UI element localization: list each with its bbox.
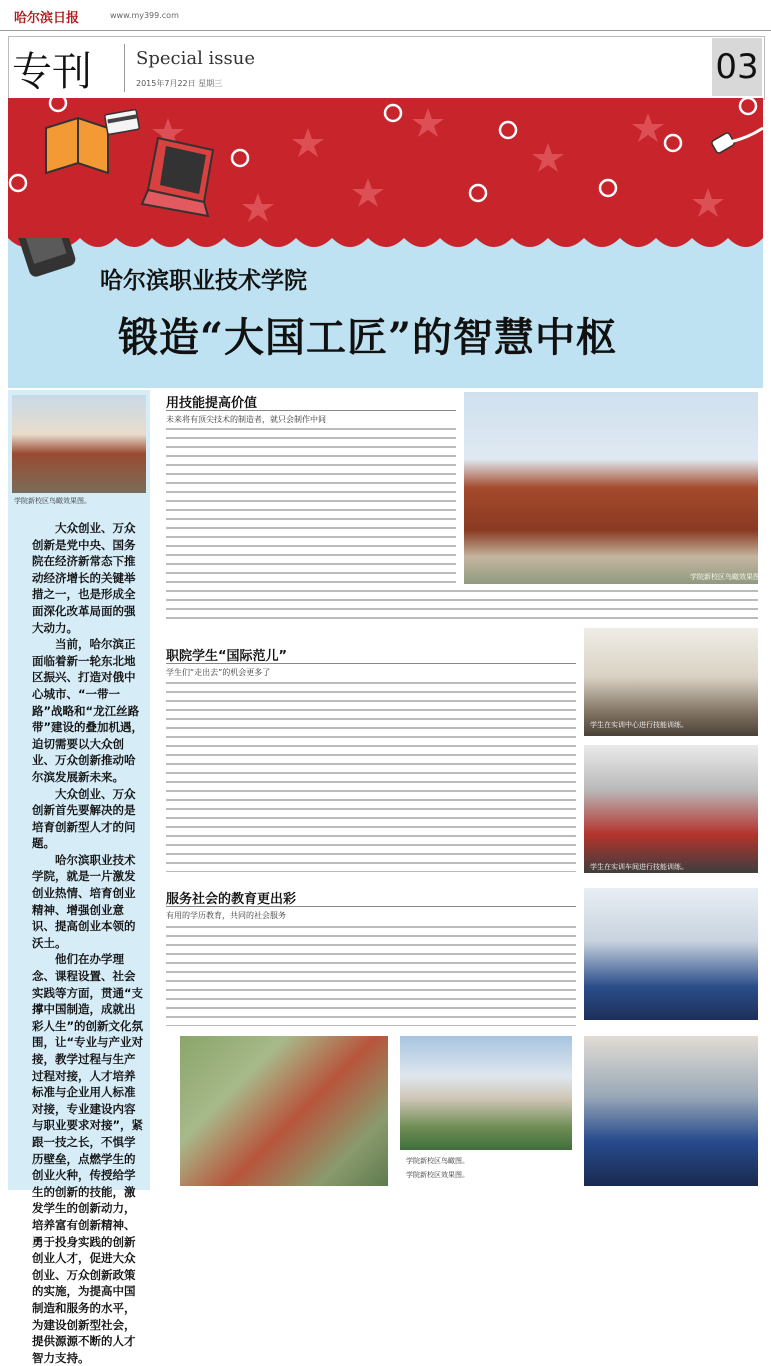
section-1-body [166,428,456,588]
left-paragraph: 大众创业、万众创新首先要解决的是培育创新型人才的问题。 [32,786,136,851]
aerial-photo-2 [400,1036,572,1150]
banner [8,98,763,238]
training-photo-1-caption: 学生在实训中心进行技能训练。 [590,721,688,729]
book-icon [46,118,108,173]
campus-photo-caption: 学院新校区鸟瞰效果图。 [14,497,91,505]
training-photo-2 [584,745,758,873]
paper-name: 哈尔滨日报 [14,11,80,26]
section-1-rule [166,410,456,411]
section-3-rule [166,906,576,907]
section-1-subtitle: 未来将有顶尖技术的制造者，就只会制作中间 [166,415,326,424]
header-divider [124,44,125,92]
star-icon [412,108,444,137]
headline: 锻造“大国工匠”的智慧中枢 [118,314,618,361]
banner-decoration [8,98,763,238]
left-paragraph: 当前，哈尔滨正面临着新一轮东北地区振兴、打造对俄中心城市、“一带一路”战略和“龙江丝路带”建设的叠加机遇，迫切需要以大众创业、万众创新推动哈尔滨发展新未来。 [32,637,144,784]
star-icon [632,113,664,142]
star-icon [532,143,564,172]
left-paragraph: 哈尔滨职业技术学院，就是一片激发创业热情、培育创业精神、增强创业意识、提高创业本领的沃土。 [32,852,136,950]
plug-icon [711,128,763,154]
classroom-photo [584,888,758,1020]
section-2-subtitle: 学生们“走出去”的机会更多了 [166,668,271,677]
star-icon [242,193,274,222]
section-title-en: Special issue [136,48,256,69]
section-2-body [166,682,576,872]
star-icon [292,128,324,157]
site-url: www.my399.com [110,11,179,20]
issue-date: 2015年7月22日 星期三 [136,79,223,88]
campus-photo-large-caption: 学院新校区鸟瞰效果图。 [690,573,767,581]
section-1-body-continued [166,590,758,624]
left-column-text [32,520,144,1366]
aerial-photo-1 [180,1036,388,1186]
workshop-photo [584,1036,758,1186]
aerial-photo-2-caption-2: 学院新校区效果图。 [406,1171,469,1179]
section-2-rule [166,663,576,664]
campus-photo-small [12,395,146,493]
section-3-body [166,926,576,1026]
section-3-title: 服务社会的教育更出彩 [166,892,297,907]
section-header [8,36,765,100]
section-title-cn: 专刊 [12,49,92,95]
section-2-title: 职院学生“国际范儿” [166,649,288,664]
section-3-subtitle: 有用的学历教育，共同的社会服务 [166,911,286,920]
school-name: 哈尔滨职业技术学院 [100,268,307,294]
left-paragraph: 大众创业、万众创新是党中央、国务院在经济新常态下推动经济增长的关键举措之一，也是形成全面深化改革局面的强大动力。 [32,521,136,635]
campus-photo-large [464,392,758,584]
star-icon [352,178,384,207]
left-paragraph: 他们在办学理念、课程设置、社会实践等方面，贯通“支撑中国制造，成就出彩人生”的创新文化氛围，让“专业与产业对接，教学过程与生产过程对接，人才培养标准与企业用人标准对接，专业建设内容与职业要求对接”，紧跟一技之长，不惧学历壁垒，点燃学生的创业火种，传授给学生的创新的技能，激发学生的创新动力，培养富有创新精神、勇于投身实践的创新创业人才，促进大众创业、万众创新政策的实施，为提高中国制造和服务的水平，为建设创新型社会，提供源源不断的人才智力支持。 [32,952,144,1365]
page-number: 03 [712,38,762,96]
training-photo-2-caption: 学生在实训车间进行技能训练。 [590,863,688,871]
credit-card-icon [105,109,140,134]
star-icon [692,188,724,217]
section-1-title: 用技能提高价值 [166,396,258,411]
aerial-photo-2-caption-1: 学院新校区鸟瞰图。 [406,1157,469,1165]
laptop-icon [142,138,213,216]
